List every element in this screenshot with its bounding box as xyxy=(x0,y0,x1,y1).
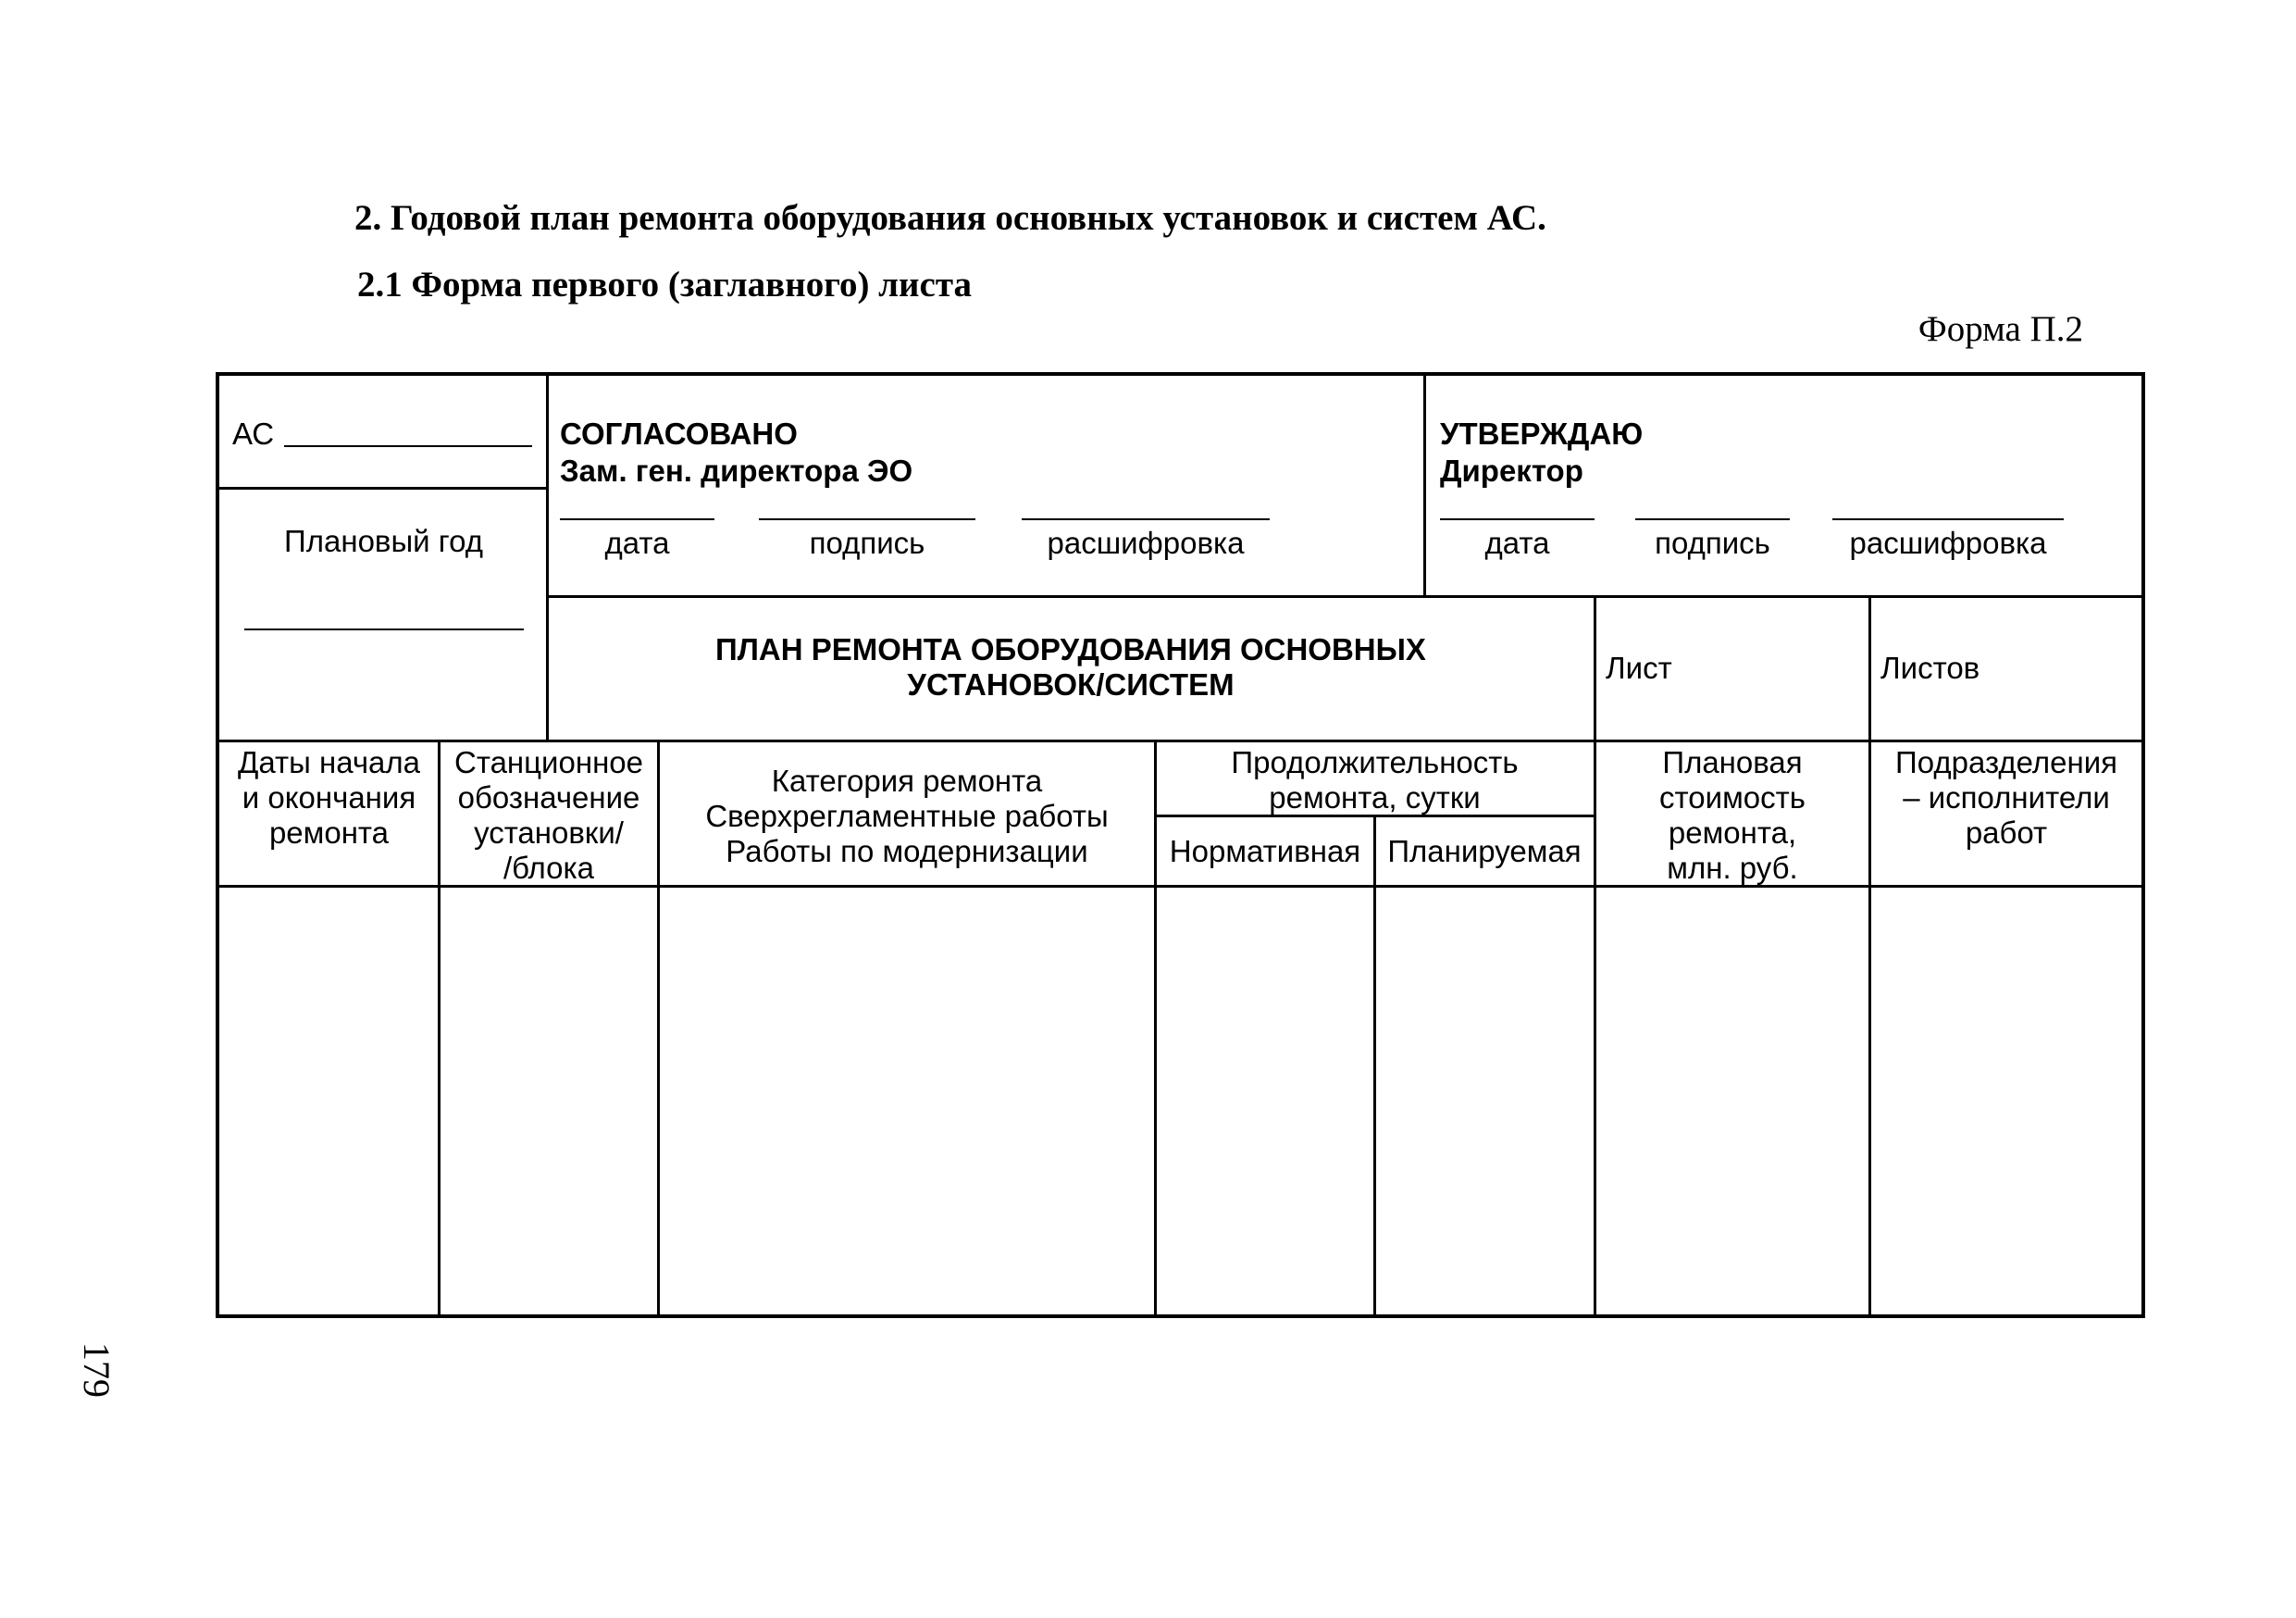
approved-date-blank[interactable] xyxy=(1440,518,1595,520)
approved-title: УТВЕРЖДАЮ xyxy=(1440,417,1644,451)
approved-signature-blank[interactable] xyxy=(1635,518,1790,520)
sheets-label: Листов xyxy=(1880,651,1980,685)
col-cost-line: Плановая xyxy=(1662,745,1803,779)
col-dates-line: и окончания xyxy=(242,780,416,815)
planned-year-blank[interactable] xyxy=(244,629,524,630)
col-cost-line: млн. руб. xyxy=(1667,851,1798,885)
col-station-line: /блока xyxy=(503,851,595,885)
col-category-line: Категория ремонта xyxy=(771,764,1043,798)
approved-date-label: дата xyxy=(1484,526,1550,560)
agreed-date-label: дата xyxy=(604,526,670,560)
sheet-label: Лист xyxy=(1606,651,1672,685)
col-header-planned: Планируемая xyxy=(1387,834,1582,868)
agreed-signature-blank[interactable] xyxy=(759,518,975,520)
rule-sign-bottom xyxy=(548,595,2142,598)
col-executors-line: – исполнители xyxy=(1903,780,2110,815)
col-station-line: обозначение xyxy=(457,780,640,815)
col-category-line: Сверхрегламентные работы xyxy=(705,799,1109,833)
plan-title-line1: ПЛАН РЕМОНТА ОБОРУДОВАНИЯ ОСНОВНЫХ xyxy=(715,632,1426,666)
agreed-position: Зам. ген. директора ЭО xyxy=(560,454,913,488)
agreed-date-blank[interactable] xyxy=(560,518,714,520)
station-label: АС xyxy=(232,417,275,451)
col-cost-line: ремонта, xyxy=(1668,815,1797,850)
col-dates-line: Даты начала xyxy=(238,745,420,779)
col-category-line: Работы по модернизации xyxy=(726,834,1088,868)
col-executors-line: Подразделения xyxy=(1895,745,2117,779)
col-station-line: Станционное xyxy=(454,745,643,779)
page-number: 179 xyxy=(76,1342,118,1398)
col-dates-line: ремонта xyxy=(268,815,390,850)
col-cost-line: стоимость xyxy=(1659,780,1806,815)
agreed-decode-label: расшифровка xyxy=(1047,526,1245,560)
rule-header-bottom xyxy=(219,740,2142,742)
document-heading: 2. Годовой план ремонта оборудования основных установок и систем АС. xyxy=(354,198,1546,238)
approved-position: Директор xyxy=(1440,454,1583,488)
agreed-decode-blank[interactable] xyxy=(1022,518,1270,520)
approved-signature-label: подпись xyxy=(1655,526,1770,560)
agreed-title: СОГЛАСОВАНО xyxy=(560,417,798,451)
col-duration-line: ремонта, сутки xyxy=(1269,780,1481,815)
col-executors-line: работ xyxy=(1965,815,2048,850)
table-body-empty[interactable] xyxy=(219,888,2142,1316)
approved-decode-blank[interactable] xyxy=(1832,518,2064,520)
planned-year-label: Плановый год xyxy=(284,524,483,558)
col-header-normative: Нормативная xyxy=(1169,834,1361,868)
col-duration-line: Продолжительность xyxy=(1231,745,1519,779)
document-subheading: 2.1 Форма первого (заглавного) листа xyxy=(357,265,972,305)
station-blank[interactable] xyxy=(284,445,532,447)
col-station-line: установки/ xyxy=(474,815,624,850)
form-table xyxy=(216,372,2145,1318)
rule-agreed-approved xyxy=(1423,376,1426,597)
rule-station xyxy=(219,487,548,490)
plan-title-line2: УСТАНОВОК/СИСТЕМ xyxy=(907,667,1235,702)
approved-decode-label: расшифровка xyxy=(1849,526,2047,560)
agreed-signature-label: подпись xyxy=(809,526,925,560)
form-code: Форма П.2 xyxy=(1917,309,2083,349)
